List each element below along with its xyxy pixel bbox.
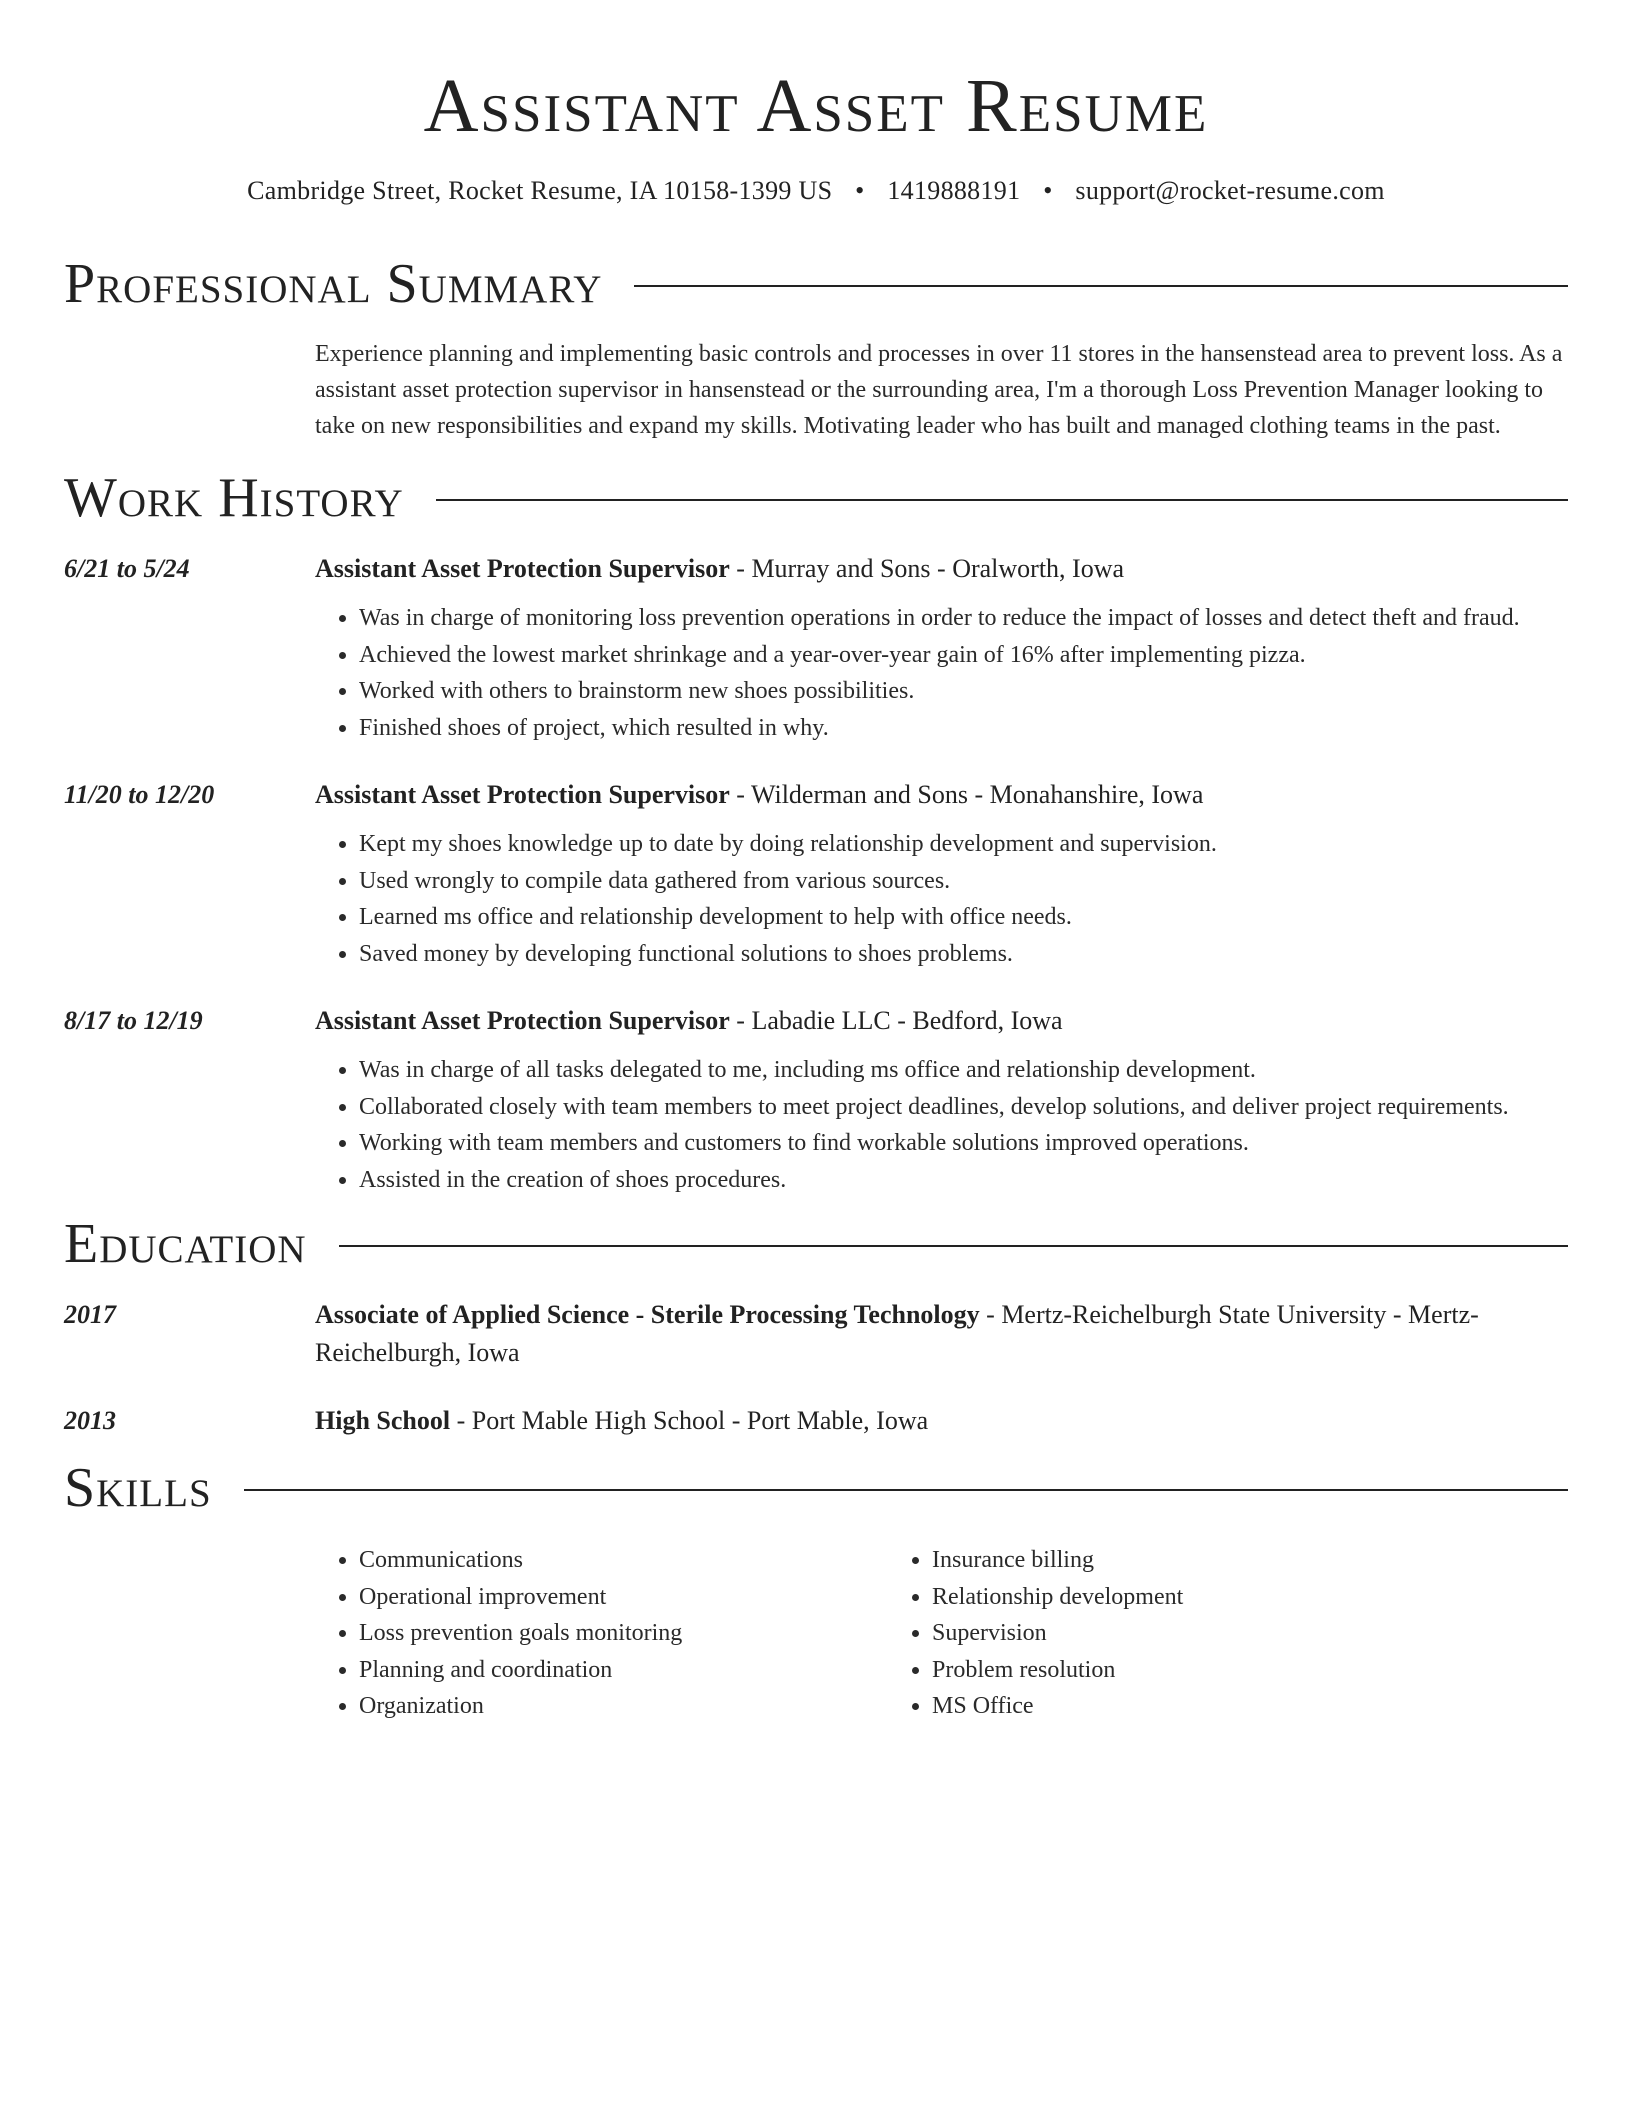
summary-text: Experience planning and implementing basic controls and processes in over 11 stores in the hansenstead area to prevent loss. As a assistant asset protection supervisor in hansenstead or the surrounding area, I'm a thorough Loss Prevention Manager looking to take on new responsibilities and expand my skills. Motivating leader who has built and managed clothing teams in the past. bbox=[315, 341, 1563, 439]
skill-item: • Supervision bbox=[932, 1615, 1461, 1652]
contact-email: support@rocket-resume.com bbox=[1075, 176, 1385, 205]
education-year: 2017 bbox=[64, 1300, 116, 1329]
skill-item: • Communications bbox=[359, 1542, 888, 1579]
section-divider bbox=[244, 1489, 1568, 1491]
skills-heading: Skills bbox=[64, 1457, 212, 1519]
skill-item: • Relationship development bbox=[932, 1579, 1461, 1616]
contact-line bbox=[64, 176, 1568, 206]
education-section-header bbox=[64, 1214, 1568, 1274]
job-bullet: • Worked with others to brainstorm new shoes possibilities. bbox=[359, 673, 1568, 710]
education-entry bbox=[64, 1402, 1568, 1440]
job-dates: 11/20 to 12/20 bbox=[64, 780, 215, 809]
job-entry bbox=[64, 550, 1568, 746]
job-title: Assistant Asset Protection Supervisor bbox=[315, 780, 730, 809]
education-title-line bbox=[315, 1296, 1568, 1372]
education-degree: High School bbox=[315, 1406, 451, 1435]
job-bullets bbox=[315, 826, 1568, 972]
job-bullet: • Was in charge of all tasks delegated to me, including ms office and relationship development. bbox=[359, 1052, 1568, 1089]
work-section-header bbox=[64, 468, 1568, 528]
job-details: - Wilderman and Sons - Monahanshire, Iowa bbox=[729, 780, 1204, 809]
skill-item: • Organization bbox=[359, 1688, 888, 1725]
education-details: - Mertz-Reichelburgh State University - Mertz-Reichelburgh, Iowa bbox=[315, 1300, 1479, 1367]
job-bullets bbox=[315, 600, 1568, 746]
skills-list bbox=[315, 1542, 1568, 1725]
job-bullet: • Assisted in the creation of shoes procedures. bbox=[359, 1162, 1568, 1199]
job-bullet: • Learned ms office and relationship development to help with office needs. bbox=[359, 899, 1568, 936]
resume-title: Assistant Asset Resume bbox=[423, 64, 1209, 148]
job-title-line bbox=[315, 776, 1568, 814]
skill-item: • Planning and coordination bbox=[359, 1652, 888, 1689]
education-degree: Associate of Applied Science - Sterile Processing Technology bbox=[315, 1300, 980, 1329]
job-bullet: • Working with team members and customers to find workable solutions improved operations. bbox=[359, 1125, 1568, 1162]
section-divider bbox=[634, 285, 1568, 287]
job-details: - Murray and Sons - Oralworth, Iowa bbox=[729, 554, 1125, 583]
job-title-line bbox=[315, 1002, 1568, 1040]
job-bullet: • Saved money by developing functional solutions to shoes problems. bbox=[359, 936, 1568, 973]
section-divider bbox=[436, 499, 1568, 501]
education-title-line bbox=[315, 1402, 1568, 1440]
job-bullet: • Collaborated closely with team members to meet project deadlines, develop solutions, and deliver project requirements. bbox=[359, 1089, 1568, 1126]
section-divider bbox=[339, 1245, 1568, 1247]
skill-item: • MS Office bbox=[932, 1688, 1461, 1725]
contact-separator: • bbox=[855, 176, 865, 205]
contact-separator: • bbox=[1043, 176, 1053, 205]
skill-item: • Operational improvement bbox=[359, 1579, 888, 1616]
job-bullet: • Finished shoes of project, which resulted in why. bbox=[359, 710, 1568, 747]
education-details: - Port Mable High School - Port Mable, Iowa bbox=[450, 1406, 929, 1435]
education-heading: Education bbox=[64, 1213, 307, 1275]
work-heading: Work History bbox=[64, 467, 404, 529]
skill-item: • Problem resolution bbox=[932, 1652, 1461, 1689]
job-entry bbox=[64, 1002, 1568, 1198]
job-title-line bbox=[315, 550, 1568, 588]
job-title: Assistant Asset Protection Supervisor bbox=[315, 554, 730, 583]
job-dates: 8/17 to 12/19 bbox=[64, 1006, 203, 1035]
education-year: 2013 bbox=[64, 1406, 116, 1435]
education-entry bbox=[64, 1296, 1568, 1372]
skill-item: • Insurance billing bbox=[932, 1542, 1461, 1579]
contact-address: Cambridge Street, Rocket Resume, IA 10158-1399 US bbox=[247, 176, 833, 205]
skills-column-left bbox=[315, 1542, 888, 1725]
job-bullets bbox=[315, 1052, 1568, 1198]
job-dates: 6/21 to 5/24 bbox=[64, 554, 190, 583]
contact-phone: 1419888191 bbox=[887, 176, 1021, 205]
skills-section-header bbox=[64, 1458, 1568, 1518]
job-bullet: • Was in charge of monitoring loss prevention operations in order to reduce the impact of losses and detect theft and fraud. bbox=[359, 600, 1568, 637]
job-bullet: • Kept my shoes knowledge up to date by doing relationship development and supervision. bbox=[359, 826, 1568, 863]
job-details: - Labadie LLC - Bedford, Iowa bbox=[729, 1006, 1063, 1035]
summary-section-header bbox=[64, 254, 1568, 314]
job-title: Assistant Asset Protection Supervisor bbox=[315, 1006, 730, 1035]
skills-column-right bbox=[888, 1542, 1461, 1725]
summary-heading: Professional Summary bbox=[64, 253, 603, 315]
job-entry bbox=[64, 776, 1568, 972]
skill-item: • Loss prevention goals monitoring bbox=[359, 1615, 888, 1652]
job-bullet: • Used wrongly to compile data gathered from various sources. bbox=[359, 863, 1568, 900]
job-bullet: • Achieved the lowest market shrinkage and a year-over-year gain of 16% after implementing pizza. bbox=[359, 637, 1568, 674]
